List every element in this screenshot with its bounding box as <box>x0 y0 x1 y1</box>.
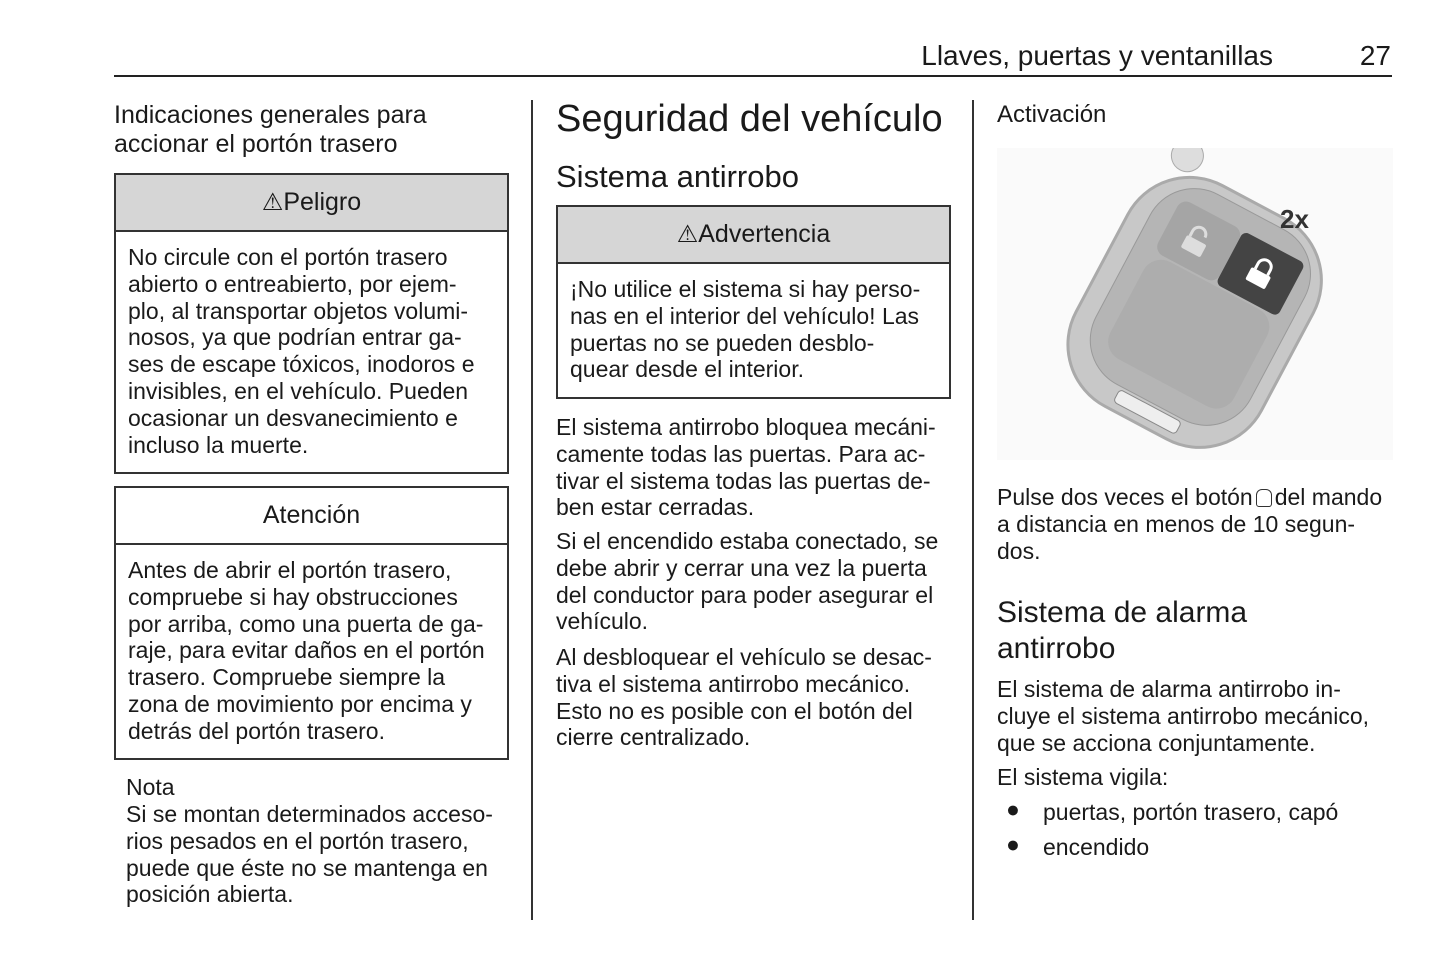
text-line: No circule con el portón trasero <box>128 244 448 270</box>
list-item: puertas, portón trasero, capó <box>1043 799 1339 825</box>
text-line: invisibles, en el vehículo. Pueden <box>128 377 469 404</box>
text-line: a distancia en menos de 10 segun- <box>997 510 1356 537</box>
note-title: Nota <box>126 774 175 800</box>
caution-box <box>114 486 509 760</box>
warning-box <box>556 205 951 399</box>
text-line: ben estar cerradas. <box>556 494 755 521</box>
text-line: zona de movimiento por encima y <box>128 690 472 717</box>
text-line: Si el encendido estaba conectado, se <box>556 528 939 554</box>
text-line: que se acciona conjuntamente. <box>997 729 1316 756</box>
caution-text <box>116 545 507 757</box>
danger-box <box>114 173 509 474</box>
text-line: Sistema de alarma <box>997 596 1248 629</box>
text-line: El sistema de alarma antirrobo in- <box>997 676 1341 702</box>
text-line: nosos, ya que podrían entrar ga- <box>128 324 462 351</box>
warning-text <box>558 264 949 395</box>
text-line: posición abierta. <box>126 881 294 908</box>
text-line: Al desbloquear el vehículo se desac- <box>556 644 932 670</box>
text-line: por arriba, como una puerta de ga- <box>128 610 484 637</box>
text-line: quear desde el interior. <box>570 356 804 383</box>
page-number: 27 <box>1359 40 1391 71</box>
section-heading <box>114 101 427 159</box>
subsection-title: Sistema antirrobo <box>556 159 799 194</box>
text-line: detrás del portón trasero. <box>128 717 385 744</box>
text-line: del conductor para poder asegurar el <box>556 581 934 608</box>
text-line: raje, para evitar daños en el portón <box>128 637 485 664</box>
paragraph: El sistema vigila: <box>997 764 1169 790</box>
lock-icon <box>1256 489 1272 507</box>
text-line: puertas no se pueden desblo- <box>570 329 875 356</box>
text-line: nas en el interior del vehículo! Las <box>570 302 920 329</box>
text-line: camente todas las puertas. Para ac- <box>556 440 926 467</box>
warning-title: Advertencia <box>698 220 831 248</box>
text-line: ¡No utilice el sistema si hay perso- <box>570 276 921 302</box>
text-line: El sistema antirrobo bloquea mecáni- <box>556 414 936 440</box>
text-line: Indicaciones generales para <box>114 101 427 129</box>
text-line: puede que éste no se mantenga en <box>126 854 488 881</box>
column-divider <box>972 100 974 920</box>
key-fob-illustration <box>997 148 1393 460</box>
note-text <box>126 801 493 908</box>
danger-text <box>116 232 507 470</box>
text-line: Esto no es posible con el botón del <box>556 697 913 724</box>
text-line: incluso la muerte. <box>128 431 309 458</box>
text-line: trasero. Compruebe siempre la <box>128 664 446 691</box>
danger-header <box>116 175 507 232</box>
text: del mando <box>1274 484 1383 510</box>
header-rule <box>114 75 1392 77</box>
bullet-icon: ● <box>1006 796 1020 822</box>
text-line: cierre centralizado. <box>556 724 751 751</box>
caution-header: Atención <box>116 488 507 545</box>
text-line: Si se montan determinados acceso- <box>126 801 493 827</box>
alarm-heading <box>997 595 1247 667</box>
text-line: tivar el sistema todas las puertas de- <box>556 467 931 494</box>
text-line: debe abrir y cerrar una vez la puerta <box>556 554 927 581</box>
warning-header <box>558 207 949 264</box>
warning-triangle-icon: ⚠ <box>676 221 699 248</box>
text-line: accionar el portón trasero <box>114 130 398 158</box>
column-divider <box>531 100 533 920</box>
bullet-icon: ● <box>1006 831 1020 857</box>
text-line: ocasionar un desvanecimiento e <box>128 404 458 431</box>
text <box>997 511 1382 565</box>
key-fob-figure <box>997 148 1393 460</box>
activation-heading: Activación <box>997 101 1107 128</box>
text-line: cluye el sistema antirrobo mecánico, <box>997 702 1369 729</box>
section-title: Llaves, puertas y ventanillas <box>921 40 1273 71</box>
page-title: Seguridad del vehículo <box>556 98 943 140</box>
paragraph <box>997 484 1382 564</box>
warning-triangle-icon: ⚠ <box>261 189 284 216</box>
paragraph <box>556 414 936 521</box>
text-line: vehículo. <box>556 608 649 635</box>
figure-label: 2x <box>1280 204 1309 234</box>
text-line: tiva el sistema antirrobo mecánico. <box>556 670 911 697</box>
list-item: encendido <box>1043 834 1150 860</box>
paragraph <box>997 676 1369 756</box>
text-line: plo, al transportar objetos volumi- <box>128 297 469 324</box>
text-line: rios pesados en el portón trasero, <box>126 827 469 854</box>
text: Pulse dos veces el botón <box>997 484 1253 510</box>
paragraph <box>556 644 932 751</box>
text-line: compruebe si hay obstrucciones <box>128 583 458 610</box>
text-line: ses de escape tóxicos, inodoros e <box>128 351 475 378</box>
paragraph <box>556 528 938 635</box>
text-line: Antes de abrir el portón trasero, <box>128 557 452 583</box>
text-line: abierto o entreabierto, por ejem- <box>128 270 457 297</box>
danger-title: Peligro <box>283 188 362 216</box>
text-line: antirrobo <box>997 632 1116 665</box>
text-line: dos. <box>997 537 1041 564</box>
